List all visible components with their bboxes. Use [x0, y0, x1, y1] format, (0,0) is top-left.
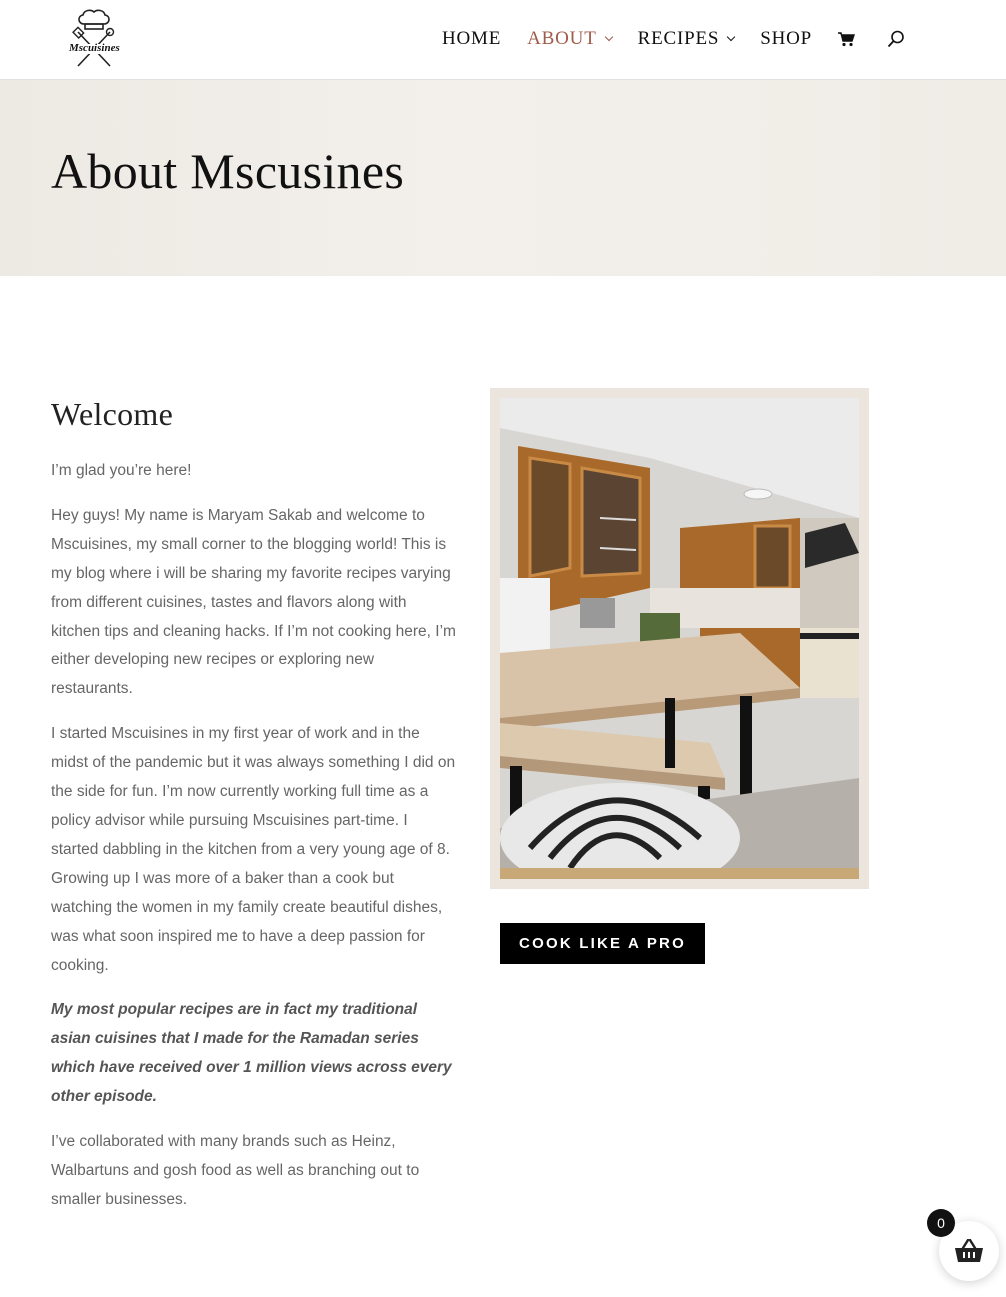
kitchen-photo-frame	[490, 388, 869, 889]
logo-text: Mscuisines	[69, 42, 120, 54]
highlight-paragraph: My most popular recipes are in fact my traditional asian cuisines that I made for the Ramadan series which have received over 1 million views across every other episode.	[51, 1001, 452, 1106]
intro-paragraph: I’m glad you’re here!	[51, 462, 192, 479]
site-header	[0, 0, 1006, 80]
nav-item-shop[interactable]	[760, 28, 812, 50]
basket-count-badge: 0	[927, 1209, 955, 1237]
page-title: About Mscusines	[51, 143, 405, 199]
nav-home-label: HOME	[442, 28, 502, 49]
kitchen-photo	[500, 398, 859, 879]
basket-icon	[954, 1239, 984, 1263]
chevron-down-icon	[604, 33, 612, 41]
site-logo[interactable]	[64, 8, 124, 70]
nav-about-label: ABOUT	[527, 28, 597, 49]
nav-item-recipes[interactable]	[638, 28, 735, 50]
nav-item-home[interactable]	[442, 28, 501, 50]
shopping-cart-icon	[838, 32, 855, 47]
story-paragraph: I started Mscuisines in my first year of work and in the midst of the pandemic but it was always something I did on the side for fun. I’m now currently working full time as a policy advisor while pursuing Mscuisines part-time. I started dabbling in the kitchen from a very young age of 8. Growing up I was more of a baker than a cook but watching the women in my family create beautiful dishes, was what soon inspired me to have a deep passion for cooking.	[51, 725, 456, 974]
cart-button[interactable]	[838, 32, 855, 47]
main-nav	[442, 28, 905, 50]
nav-shop-label: SHOP	[760, 28, 813, 49]
cook-like-a-pro-button[interactable]: COOK LIKE A PRO	[500, 923, 705, 964]
search-icon	[887, 30, 905, 48]
welcome-heading: Welcome	[51, 396, 174, 432]
collaborations-paragraph: I’ve collaborated with many brands such as Heinz, Walbartuns and gosh food as well as branching out to smaller businesses.	[51, 1133, 420, 1208]
chef-hat-logo-icon	[64, 8, 124, 70]
nav-item-about[interactable]	[527, 28, 611, 50]
chevron-down-icon	[727, 33, 735, 41]
search-button[interactable]	[887, 30, 905, 48]
kitchen-image-icon	[500, 398, 859, 879]
nav-recipes-label: RECIPES	[637, 28, 720, 49]
about-text-column	[51, 396, 456, 1231]
bio-paragraph: Hey guys! My name is Maryam Sakab and welcome to Mscuisines, my small corner to the blogging world! This is my blog where i will be sharing my favorite recipes varying from different cuisines, tastes and flavors along with kitchen tips and cleaning hacks. If I’m not cooking here, I’m either developing new recipes or exploring new restaurants.	[51, 506, 456, 698]
page-hero	[0, 80, 1006, 276]
